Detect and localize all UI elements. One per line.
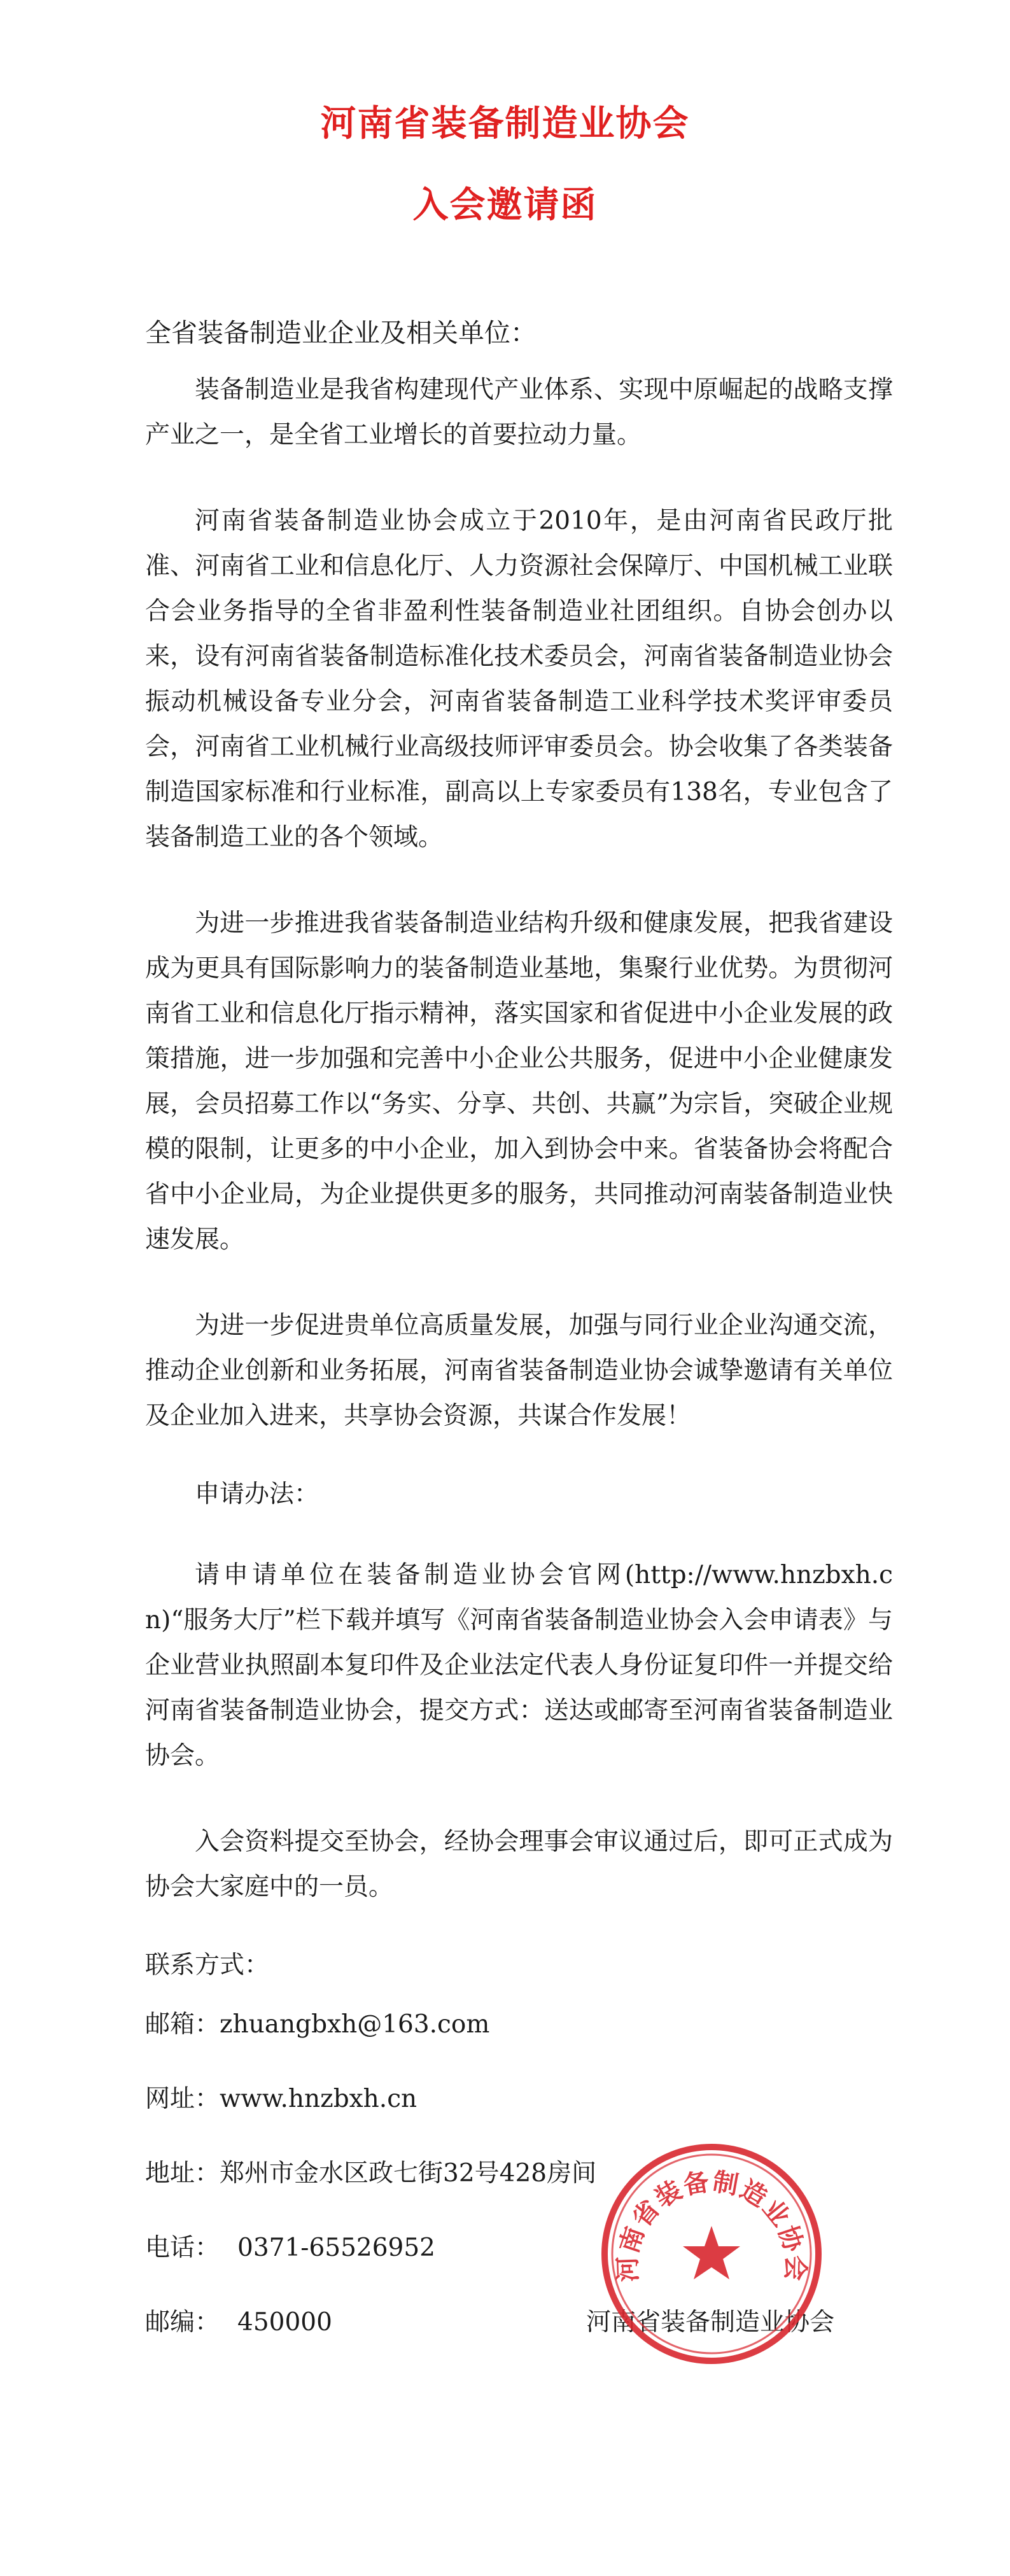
paragraph-intro: 装备制造业是我省构建现代产业体系、实现中原崛起的战略支撑产业之一，是全省工业增长的首要拉动力量。 — [145, 376, 893, 449]
salutation: 全省装备制造业企业及相关单位： — [145, 318, 537, 348]
contact-email — [145, 2002, 893, 2047]
email-value: zhuangbxh@163.com — [220, 2010, 490, 2039]
contact-website — [145, 2076, 893, 2122]
email-label: 邮箱： — [145, 2010, 220, 2039]
website-label: 网址： — [145, 2085, 220, 2113]
website-value: www.hnzbxh.cn — [220, 2085, 417, 2113]
postcode-label: 邮编： — [145, 2308, 220, 2337]
paragraph-purpose: 为进一步推进我省装备制造业结构升级和健康发展，把我省建设成为更具有国际影响力的装备制造业基地，集聚行业优势。为贯彻河南省工业和信息化厅指示精神，落实国家和省促进中小企业发展的政策措施，进一步加强和完善中小企业公共服务，促进中小企业健康发展，会员招募工作以“务实、分享、共创、共赢”为宗旨，突破企业规模的限制，让更多的中小企业，加入到协会中来。省装备协会将配合省中小企业局，为企业提供更多的服务，共同推动河南装备制造业快速发展。 — [145, 909, 893, 1254]
paragraph-invitation: 为进一步促进贵单位高质量发展，加强与同行业企业沟通交流，推动企业创新和业务拓展，河南省装备制造业协会诚挚邀请有关单位及企业加入进来，共享协会资源，共谋合作发展！ — [145, 1311, 893, 1430]
postcode-value: 450000 — [237, 2308, 332, 2337]
phone-value: 0371-65526952 — [237, 2234, 435, 2262]
seal-text: 河南省装备制造业协会 — [613, 2167, 810, 2283]
phone-label: 电话： — [145, 2234, 220, 2262]
application-method-note: 入会资料提交至协会，经协会理事会审议通过后，即可正式成为协会大家庭中的一员。 — [145, 1827, 893, 1901]
signature: 河南省装备制造业协会 — [586, 2308, 835, 2337]
application-method-body: 请申请单位在装备制造业协会官网(http://www.hnzbxh.cn)“服务大厅”栏下载并填写《河南省装备制造业协会入会申请表》与企业营业执照副本复印件及企业法定代表人身份证复印件一并提交给河南省装备制造业协会，提交方式：送达或邮寄至河南省装备制造业协会。 — [145, 1561, 893, 1770]
official-seal-icon — [600, 2142, 824, 2366]
paragraph-about: 河南省装备制造业协会成立于2010年，是由河南省民政厅批准、河南省工业和信息化厅、人力资源社会保障厅、中国机械工业联合会业务指导的全省非盈利性装备制造业社团组织。自协会创办以来，设有河南省装备制造标准化技术委员会，河南省装备制造业协会振动机械设备专业分会，河南省装备制造工业科学技术奖评审委员会，河南省工业机械行业高级技师评审委员会。协会收集了各类装备制造国家标准和行业标准，副高以上专家委员有138名，专业包含了装备制造工业的各个领域。 — [145, 507, 893, 852]
address-label: 地址： — [145, 2159, 220, 2188]
address-value: 郑州市金水区政七街32号428房间 — [220, 2159, 597, 2188]
contact-title: 联系方式： — [145, 1951, 270, 1980]
application-method-title: 申请办法： — [195, 1480, 319, 1509]
letter-body — [145, 311, 893, 2374]
letter-title-invitation: 入会邀请函 — [412, 185, 598, 226]
letter-title-org: 河南省装备制造业协会 — [320, 103, 690, 144]
